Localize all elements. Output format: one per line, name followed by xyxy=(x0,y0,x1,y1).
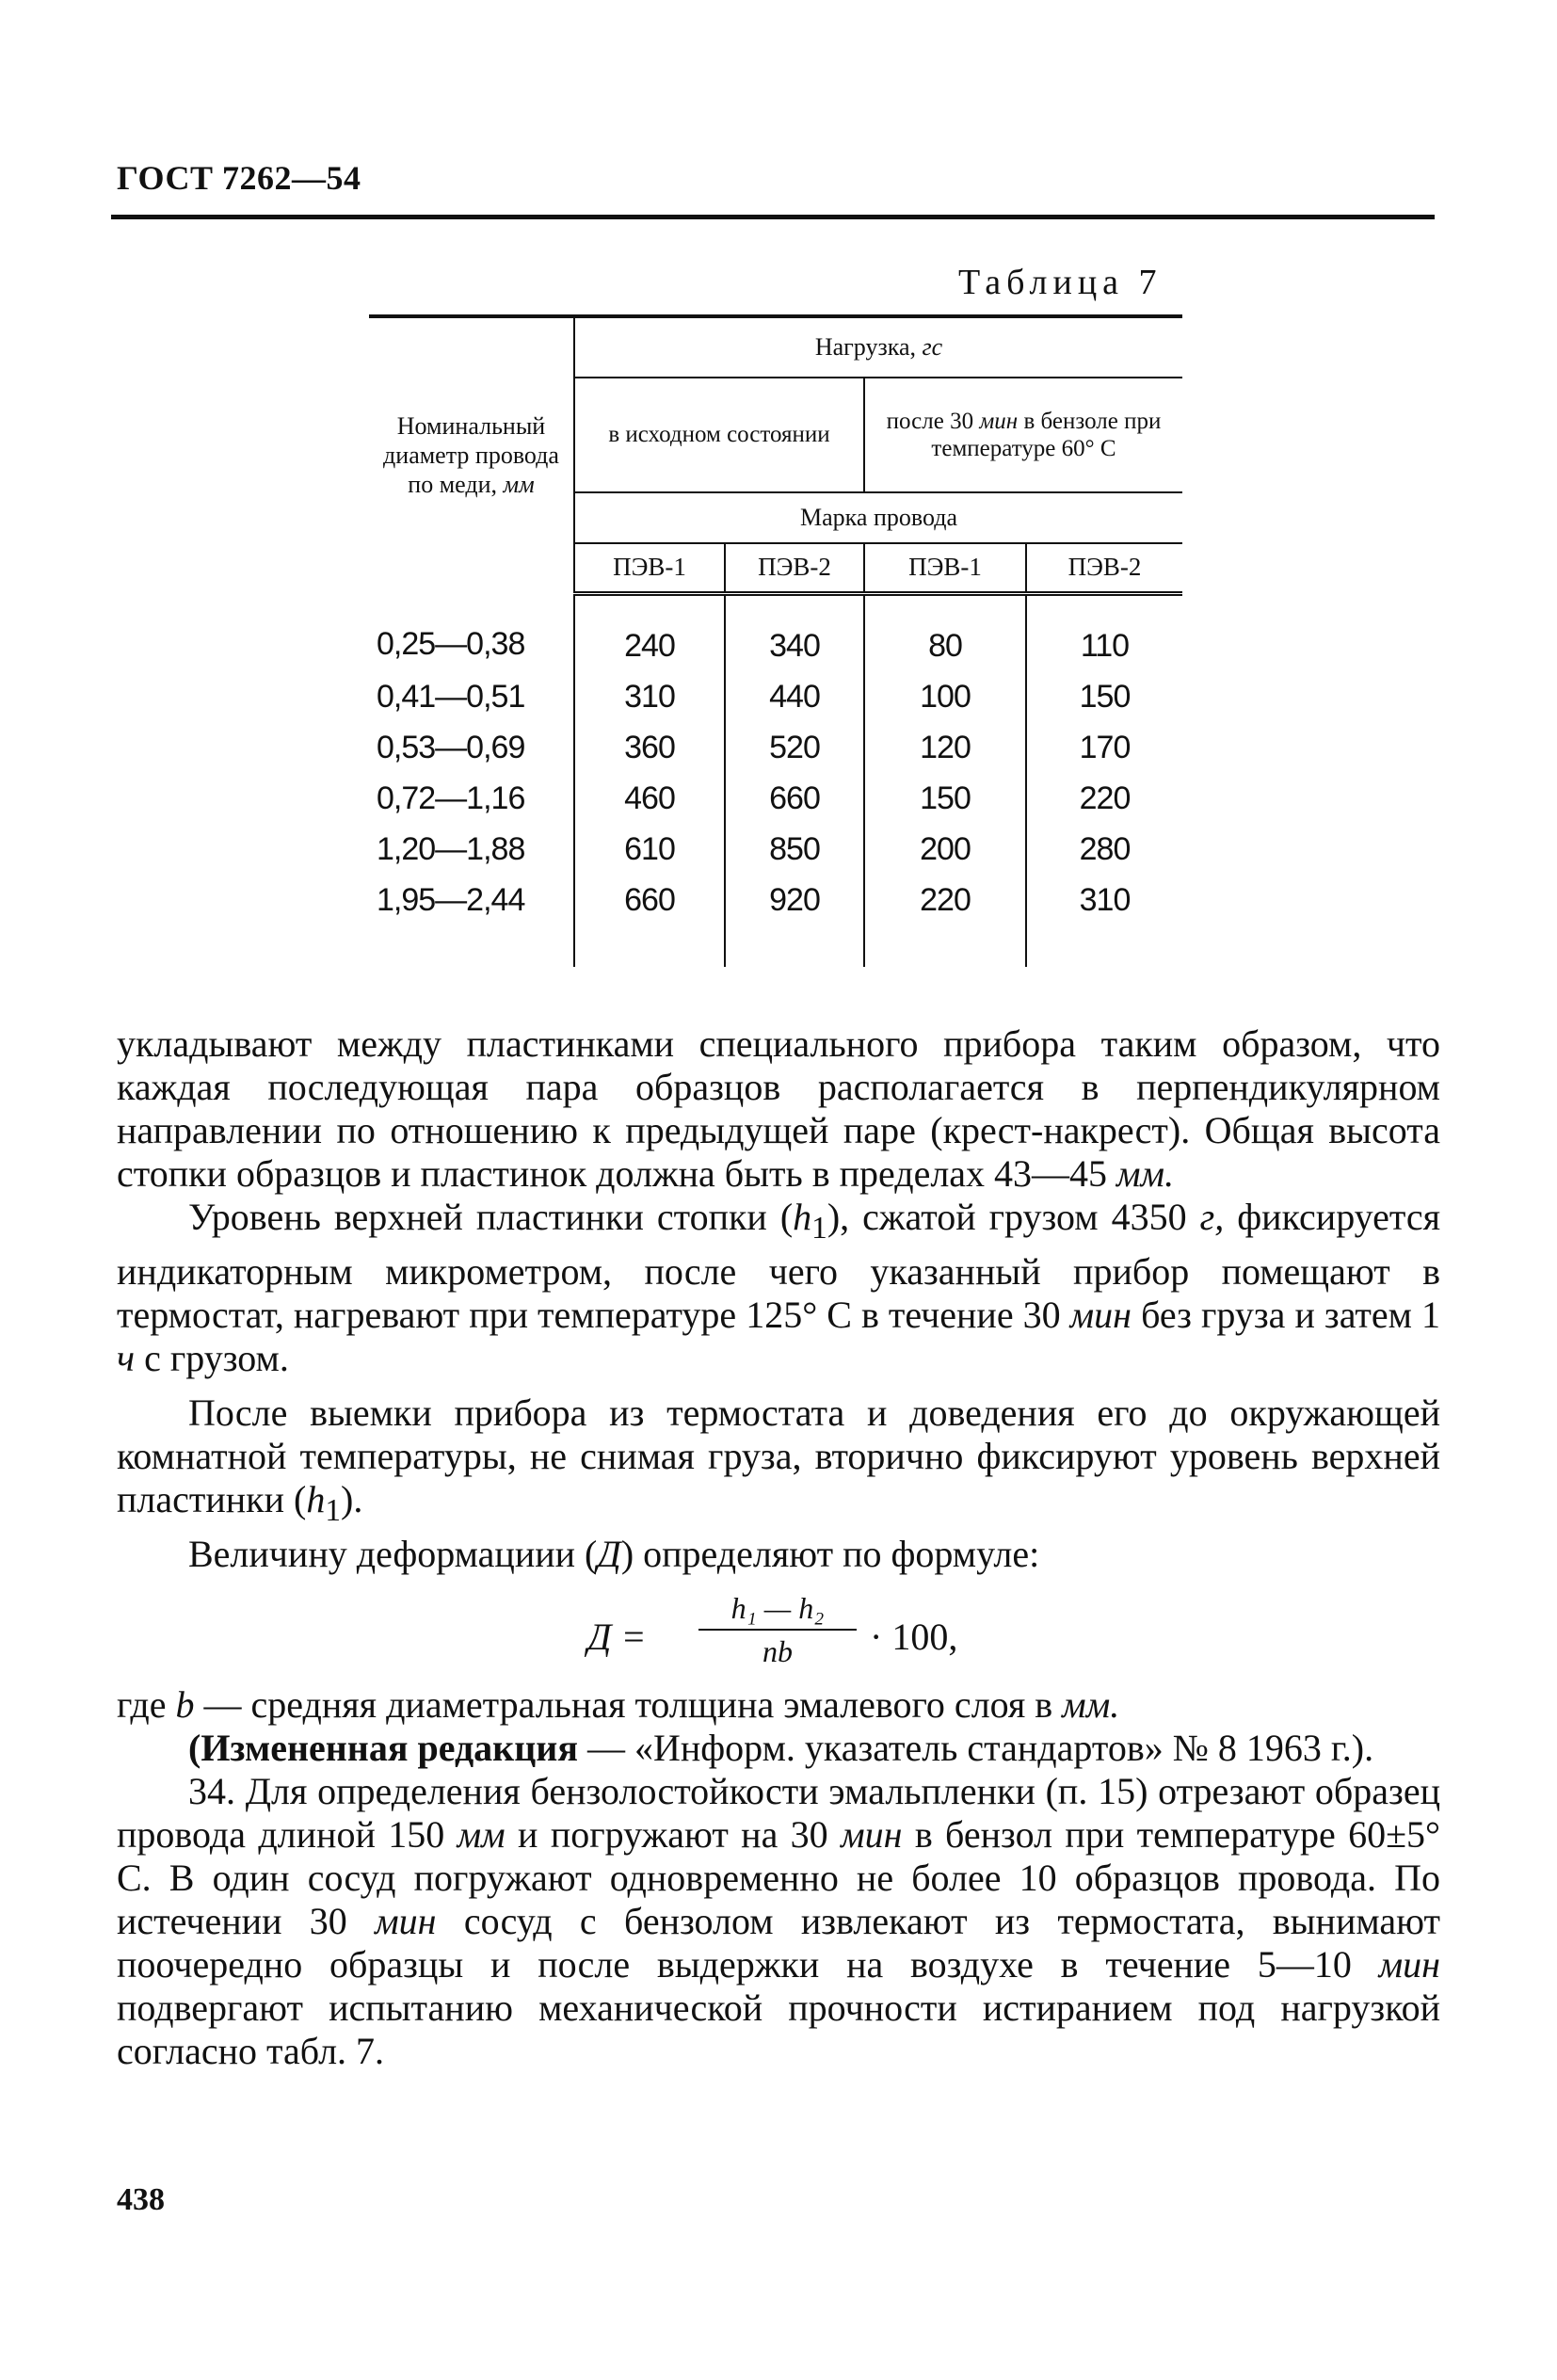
formula-fraction xyxy=(693,1589,862,1670)
page-number: 438 xyxy=(117,2182,165,2217)
table-row xyxy=(369,824,1182,875)
row-header: Номинальный диаметр провода по меди, мм xyxy=(369,316,574,594)
value-cell: 170 xyxy=(1079,729,1131,765)
load-table xyxy=(369,314,1182,967)
value-cell: 520 xyxy=(725,722,864,773)
deformation-formula xyxy=(117,1589,1440,1680)
value-cell: 610 xyxy=(574,824,725,875)
value-cell: 80 xyxy=(864,594,1026,672)
value-cell: 240 xyxy=(574,594,725,672)
body-text xyxy=(117,1022,1440,2073)
value-cell: 360 xyxy=(574,722,725,773)
formula-denominator: nb xyxy=(762,1634,793,1668)
table-row xyxy=(369,773,1182,824)
value-cell: 110 xyxy=(1080,627,1130,664)
paragraph: После выемки прибора из термостата и доведения его до окружающей комнатной температуры, не снимая груза, вторично фиксируют уровень верхней пластинки $(h_1)$. xyxy=(117,1391,1440,1528)
formula-lhs: Д = xyxy=(587,1616,647,1658)
diameter-cell: 1,95—2,44 xyxy=(369,875,574,925)
value-cell: 460 xyxy=(574,773,725,824)
value-cell: 340 xyxy=(725,594,864,672)
paragraph: Уровень верхней пластинки стопки $(h_1)$, сжатой грузом 4350 г, фиксируется индикаторным микрометром, после чего указанный прибор помещают в термостат, нагревают при температуре 125° С в течение 30 мин без груза и затем 1 ч с грузом. xyxy=(117,1196,1441,1379)
initial-state-header: в исходном состоянии xyxy=(574,378,864,492)
after-benzene-header: после 30 мин в бензоле при температуре 60° С xyxy=(864,378,1182,492)
value-cell: 150 xyxy=(1079,678,1131,715)
formula-rhs: · 100, xyxy=(870,1616,958,1658)
value-cell: 100 xyxy=(864,671,1026,722)
header-rule xyxy=(111,215,1435,219)
diameter-cell: 0,25—0,38 xyxy=(369,594,574,672)
paragraph: Величину деформациии (Д) определяют по формуле: xyxy=(188,1533,1040,1575)
value-cell: 660 xyxy=(725,773,864,824)
value-cell: 310 xyxy=(574,671,725,722)
table-caption: Таблица 7 xyxy=(958,263,1163,302)
value-cell: 920 xyxy=(725,875,864,925)
load-header: Нагрузка, гс xyxy=(574,316,1182,378)
table-spacer-row xyxy=(369,925,1182,967)
wire-grade-header: ПЭВ-2 xyxy=(725,543,864,594)
value-cell: 220 xyxy=(864,875,1026,925)
value-cell: 850 xyxy=(725,824,864,875)
table-row xyxy=(369,875,1182,925)
paragraph: (Измененная редакция — «Информ. указатель стандартов» № 8 1963 г.). xyxy=(188,1727,1374,1769)
diameter-cell: 0,72—1,16 xyxy=(369,773,574,824)
value-cell: 200 xyxy=(864,824,1026,875)
paragraph: 34. Для определения бензолостойкости эмальпленки (п. 15) отрезают образец провода длиной 150 мм и погружают на 30 мин в бензол при температуре 60±5° С. В один сосуд погружают одновременно не более 10 образцов провода. По истечении 30 мин сосуд с бензолом извлекают из термостата, вынимают поочередно образцы и после выдержки на воздухе в течение 5—10 мин подвергают испытанию механической прочности истиранием под нагрузкой согласно табл. 7. xyxy=(117,1770,1441,2072)
fraction-bar xyxy=(698,1629,857,1631)
diameter-cell: 1,20—1,88 xyxy=(369,824,574,875)
value-cell: 150 xyxy=(864,773,1026,824)
diameter-cell: 0,41—0,51 xyxy=(369,671,574,722)
table-row xyxy=(369,671,1182,722)
value-cell: 310 xyxy=(1079,881,1131,918)
paragraph: где b — средняя диаметральная толщина эмалевого слоя в мм. xyxy=(117,1683,1120,1726)
table-row xyxy=(369,722,1182,773)
value-cell: 440 xyxy=(725,671,864,722)
wire-grade-header: ПЭВ-1 xyxy=(574,543,725,594)
paragraph: укладывают между пластинками специального прибора таким образом, что каждая последующая пара образцов располагается в перпендикулярном направлении по отношению к предыдущей паре (крест-накрест). Общая высота стопки образцов и пластинок должна быть в пределах 43—45 мм. xyxy=(117,1022,1440,1195)
value-cell: 280 xyxy=(1079,830,1131,867)
value-cell: 220 xyxy=(1079,780,1131,816)
grade-header: Марка провода xyxy=(574,492,1182,543)
table-row xyxy=(369,594,1182,672)
wire-grade-header: ПЭВ-1 xyxy=(864,543,1026,594)
value-cell: 660 xyxy=(574,875,725,925)
wire-grade-header: ПЭВ-2 xyxy=(1026,543,1182,594)
diameter-cell: 0,53—0,69 xyxy=(369,722,574,773)
document-header: ГОСТ 7262—54 xyxy=(117,159,361,197)
value-cell: 120 xyxy=(864,722,1026,773)
formula-numerator: h₁ — h₂ xyxy=(730,1591,825,1625)
